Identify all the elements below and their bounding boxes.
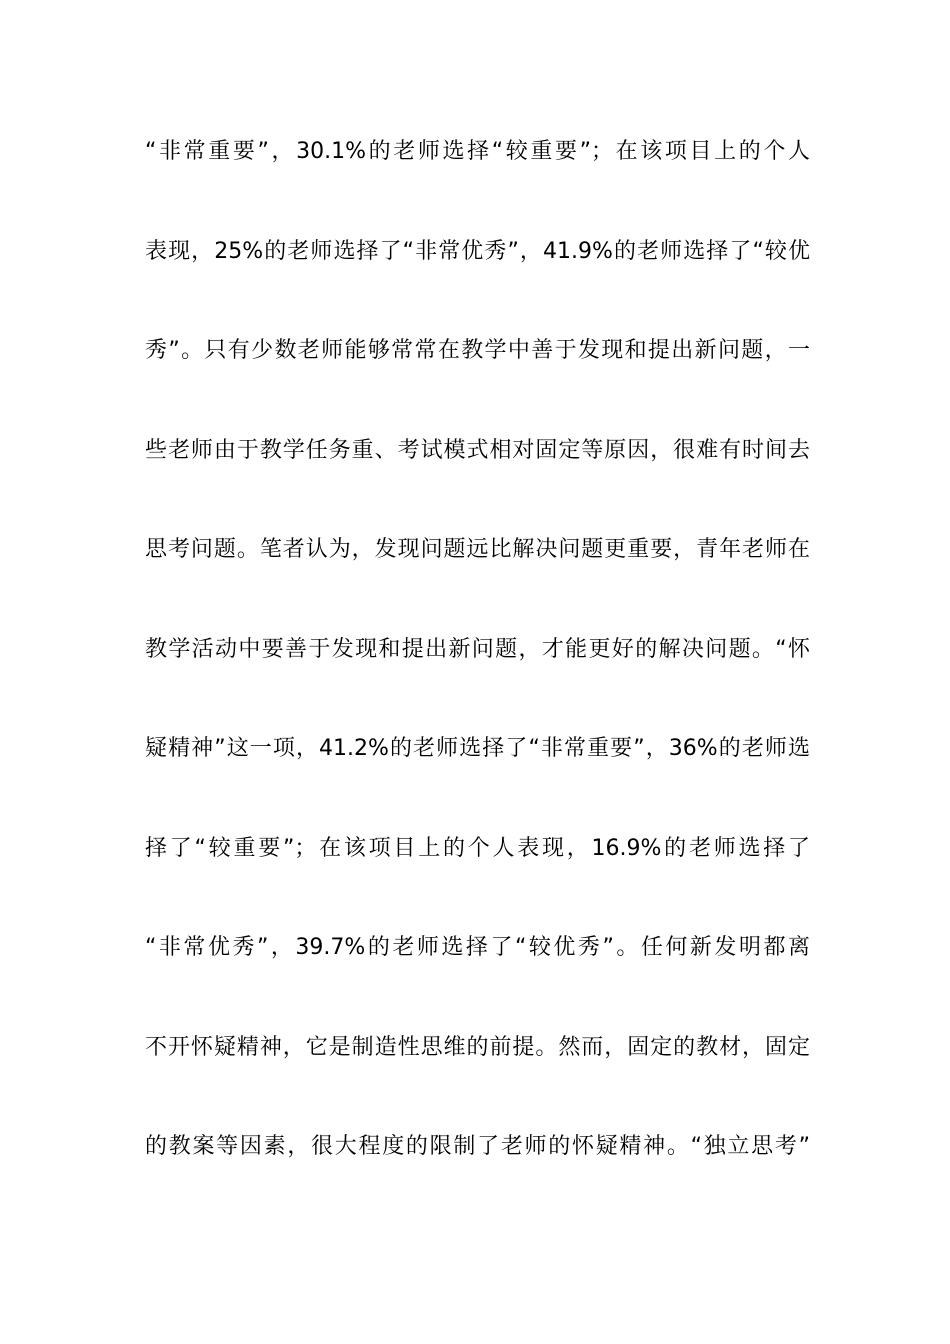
text-line-5: 思考问题。笔者认为，发现问题远比解决问题更重要，青年老师在 [145, 537, 810, 562]
text-line-8: 择了“较重要”；在该项目上的个人表现，16.9%的老师选择了 [145, 835, 810, 861]
text-line-7: 疑精神”这一项，41.2%的老师选择了“非常重要”，36%的老师选 [145, 736, 810, 761]
text-line-6: 教学活动中要善于发现和提出新问题，才能更好的解决问题。“怀 [145, 636, 810, 662]
text-line-1: “非常重要”，30.1%的老师选择“较重要”；在该项目上的个人 [145, 139, 810, 164]
body-paragraph [145, 129, 810, 1224]
text-line-2: 表现，25%的老师选择了“非常优秀”，41.9%的老师选择了“较优 [145, 238, 810, 264]
text-line-11: 的教案等因素，很大程度的限制了老师的怀疑精神。“独立思考” [145, 1134, 810, 1159]
text-line-9: “非常优秀”，39.7%的老师选择了“较优秀”。任何新发明都离 [145, 935, 810, 960]
text-line-4: 些老师由于教学任务重、考试模式相对固定等原因，很难有时间去 [145, 437, 810, 463]
text-line-3: 秀”。只有少数老师能够常常在教学中善于发现和提出新问题，一 [145, 338, 810, 363]
text-line-10: 不开怀疑精神，它是制造性思维的前提。然而，固定的教材，固定 [145, 1034, 810, 1060]
